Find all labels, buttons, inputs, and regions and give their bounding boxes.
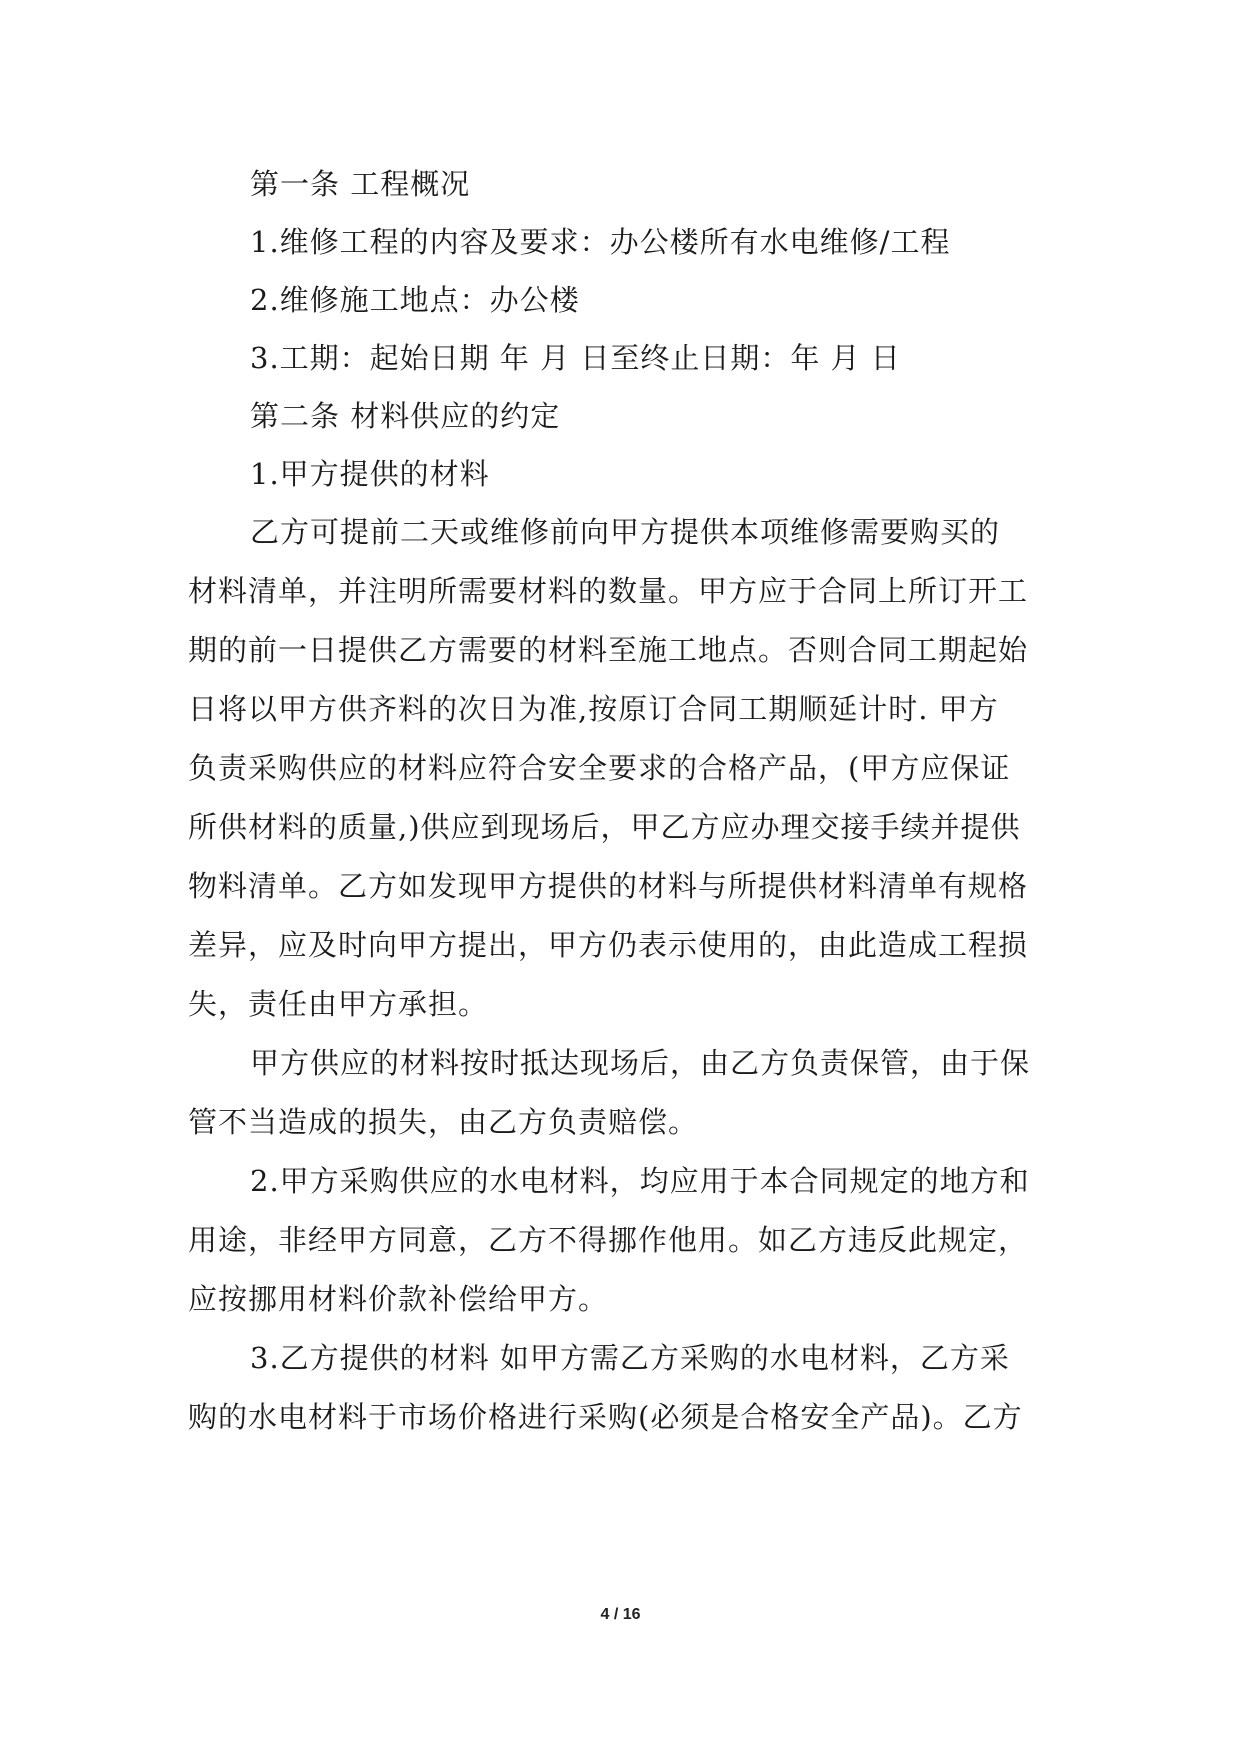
text-line: 2.甲方采购供应的水电材料，均应用于本合同规定的地方和	[250, 1164, 1030, 1198]
page-number: 4 / 16	[600, 1606, 641, 1623]
text-line: 甲方供应的材料按时抵达现场后，由乙方负责保管，由于保	[250, 1046, 1031, 1080]
text-line: 物料清单。乙方如发现甲方提供的材料与所提供材料清单有规格	[188, 869, 1029, 903]
text-line: 用途，非经甲方同意，乙方不得挪作他用。如乙方违反此规定，	[188, 1223, 1029, 1257]
text-line: 1.维修工程的内容及要求：办公楼所有水电维修/工程	[250, 225, 951, 259]
text-line: 负责采购供应的材料应符合安全要求的合格产品，(甲方应保证	[188, 751, 1011, 785]
text-line: 乙方可提前二天或维修前向甲方提供本项维修需要购买的	[250, 515, 1001, 549]
text-line: 差异，应及时向甲方提出，甲方仍表示使用的，由此造成工程损	[188, 928, 1029, 962]
text-line: 所供材料的质量,)供应到现场后，甲乙方应办理交接手续并提供	[188, 810, 1021, 844]
text-line: 失，责任由甲方承担。	[188, 987, 489, 1021]
text-line: 应按挪用材料价款补偿给甲方。	[188, 1282, 609, 1316]
text-line: 期的前一日提供乙方需要的材料至施工地点。否则合同工期起始	[188, 633, 1029, 667]
text-line: 购的水电材料于市场价格进行采购(必须是合格安全产品)。乙方	[188, 1400, 1023, 1434]
text-line: 3.乙方提供的材料 如甲方需乙方采购的水电材料，乙方采	[250, 1341, 1010, 1375]
text-line: 日将以甲方供齐料的次日为准,按原订合同工期顺延计时. 甲方	[188, 692, 999, 726]
article-1-heading: 第一条 工程概况	[250, 167, 471, 201]
text-line: 1.甲方提供的材料	[250, 457, 490, 491]
text-line: 管不当造成的损失，由乙方负责赔偿。	[188, 1105, 699, 1139]
text-line: 2.维修施工地点：办公楼	[250, 283, 580, 317]
text-line: 材料清单，并注明所需要材料的数量。甲方应于合同上所订开工	[188, 574, 1029, 608]
article-2-heading: 第二条 材料供应的约定	[250, 399, 561, 433]
text-line: 3.工期：起始日期 年 月 日至终止日期：年 月 日	[250, 341, 901, 375]
